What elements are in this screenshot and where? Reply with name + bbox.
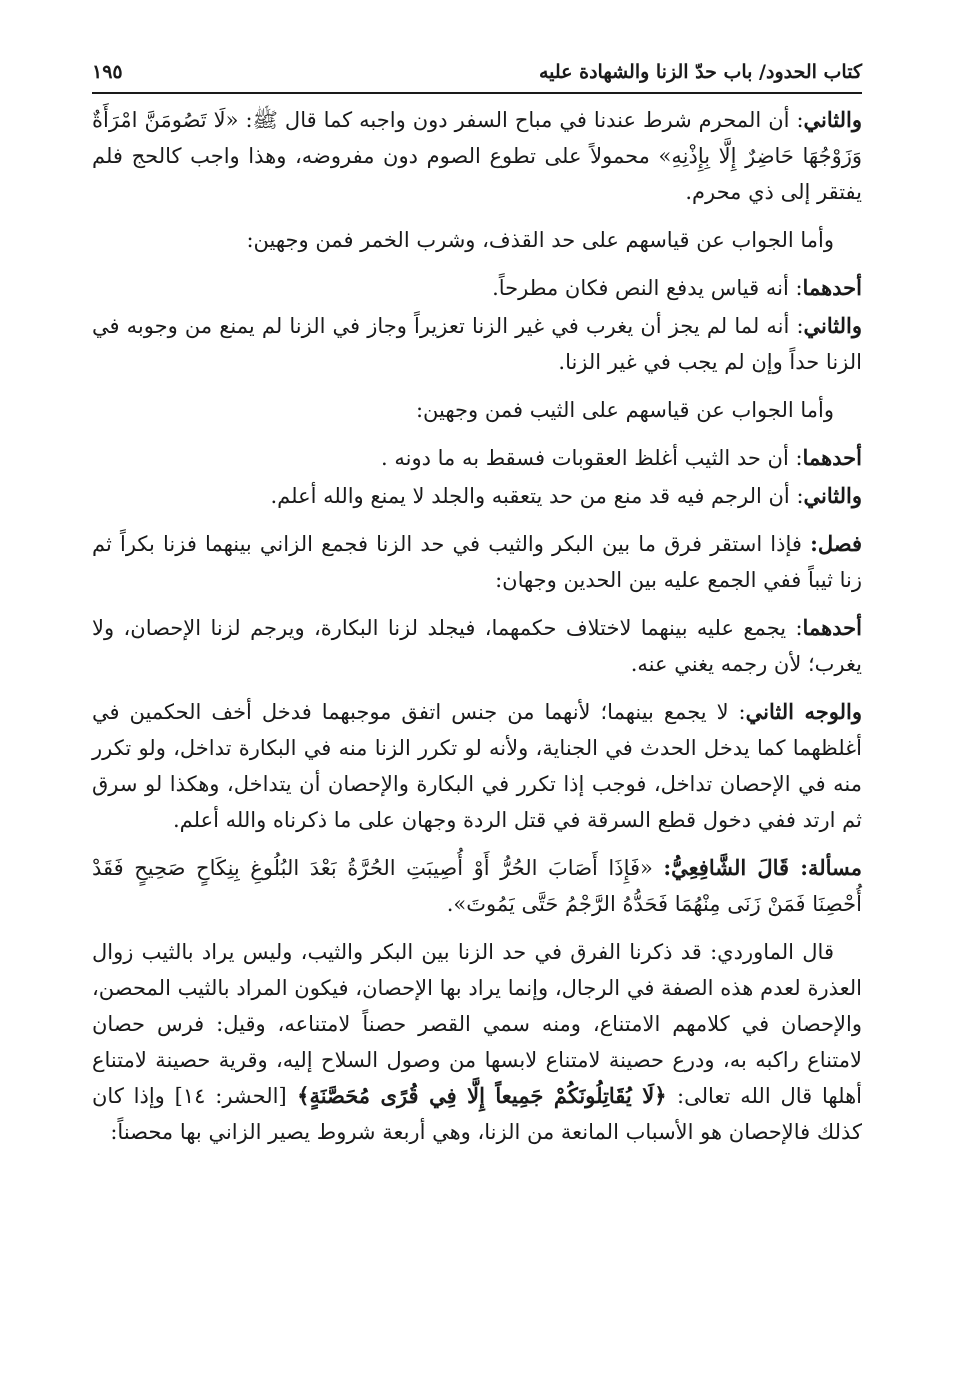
paragraph	[92, 526, 862, 598]
header-title: كتاب الحدود/ باب حدّ الزنا والشهادة عليه	[538, 61, 862, 83]
paragraph-text: «فَإِذَا أَصَابَ الحُرُّ أَوْ أُصِيبَتِ الحُرَّةُ بَعْدَ البُلُوغِ بِنِكَاحٍ صَحِيحٍ فَقَدْ أُحْصِنَا فَمَنْ زَنَى مِنْهُمَا فَحَدُّهُ الرَّجْمُ حَتَّى يَمُوتَ».	[92, 856, 862, 916]
paragraph	[92, 610, 862, 682]
paragraph-text: : أن الرجم فيه قد منع من حد يتعقبه والجلد لا يمنع والله أعلم.	[270, 484, 804, 508]
paragraph	[92, 478, 862, 514]
paragraph	[92, 102, 862, 210]
paragraph	[92, 270, 862, 306]
paragraph	[92, 850, 862, 922]
paragraph-text: : لا يجمع بينهما؛ لأنهما من جنس اتفق موجبهما فدخل أخف الحكمين في أغلظهما كما يدخل الحدث في الجناية، ولأنه لو تكرر الزنا منه في البكارة تداخل، ولو تكرر منه في الإحصان تداخل، فوجب إذا تكرر في البكارة والإحصان أن يتداخل، وهكذا لو سرق ثم ارتد ففي دخول قطع السرقة في قتل الردة وجهان على ما ذكرناه والله أعلم.	[92, 700, 862, 832]
paragraph-text: : أنه قياس يدفع النص فكان مطرحاً.	[492, 276, 803, 300]
quran-verse: ﴿لَا يُقَاتِلُونَكُمْ جَمِيعاً إِلَّا فِي قُرًى مُحَصَّنَةٍ﴾	[286, 1083, 678, 1108]
paragraph-lead: مسألة: قَالَ الشَّافِعِيُّ:	[663, 855, 862, 880]
paragraph-text: قال الماوردي: قد ذكرنا الفرق في حد الزنا بين البكر والثيب، وليس يراد بالثيب زوال العذرة لعدم هذه الصفة في الرجال، وإنما يراد بها الإحصان، فيكون المراد بالثيب المحصن، والإحصان في كلامهم الامتناع، ومنه سمي القصر حصناً لامتناعه، وقيل: فرس حصان لامتناع راكبه به، ودرع حصينة لامتناع لابسها من وصول السلاح إليه، وقرية حصينة لامتناع أهلها قال الله تعالى:	[92, 940, 862, 1108]
paragraph-lead: والثاني	[803, 313, 862, 338]
page-number: ١٩٥	[92, 61, 123, 83]
paragraph	[92, 392, 862, 428]
paragraph-text: وأما الجواب عن قياسهم على حد القذف، وشرب الخمر فمن وجهين:	[246, 228, 834, 252]
paragraph-lead: والوجه الثاني	[745, 699, 863, 724]
paragraph-lead: أحدهما	[802, 445, 862, 470]
paragraph	[92, 222, 862, 258]
paragraph-text: : أن حد الثيب أغلظ العقوبات فسقط به ما دونه .	[381, 446, 803, 470]
paragraph-text: : يجمع عليه بينهما لاختلاف حكمهما، فيجلد لزنا البكارة، ويرجم لزنا الإحصان، ولا يغرب؛ لأن رجمه يغني عنه.	[92, 616, 862, 676]
paragraph-text-continued: [الحشر: ١٤] وإذا كان كذلك فالإحصان هو الأسباب المانعة من الزنا، وهي أربعة شروط يصير الزاني بها محصناً:	[92, 1084, 862, 1144]
paragraph-lead: أحدهما	[802, 275, 862, 300]
paragraph-lead: والثاني	[803, 483, 862, 508]
paragraph	[92, 440, 862, 476]
paragraph-text: : أن المحرم شرط عندنا في مباح السفر دون واجبه كما قال ﷺ: «لَا تَصُومَنَّ امْرَأَةٌ وَزَوْجُهَا حَاضِرٌ إِلَّا بِإِذْنِهِ» محمولاً على تطوع الصوم دون مفروضه، وهذا واجب كالحج فلم يفتقر إلى ذي محرم.	[92, 108, 862, 204]
paragraph-lead: فصل:	[810, 531, 862, 556]
paragraph-text: فإذا استقر فرق ما بين البكر والثيب في حد الزنا فجمع الزاني بينهما فزنا بكراً ثم زنا ثيباً ففي الجمع عليه بين الحدين وجهان:	[92, 532, 862, 592]
paragraph-lead: أحدهما	[802, 615, 862, 640]
paragraph	[92, 934, 862, 1150]
paragraph-lead: والثاني	[803, 107, 862, 132]
paragraph	[92, 308, 862, 380]
paragraph-text: وأما الجواب عن قياسهم على الثيب فمن وجهين:	[415, 398, 834, 422]
running-header	[92, 52, 862, 94]
paragraph	[92, 694, 862, 838]
page-body	[92, 102, 862, 1150]
paragraph-text: : أنه لما لم يجز أن يغرب في غير الزنا تعزيراً وجاز في الزنا لم يمنع من وجوبه في الزنا حداً وإن لم يجب في غير الزنا.	[92, 314, 862, 374]
